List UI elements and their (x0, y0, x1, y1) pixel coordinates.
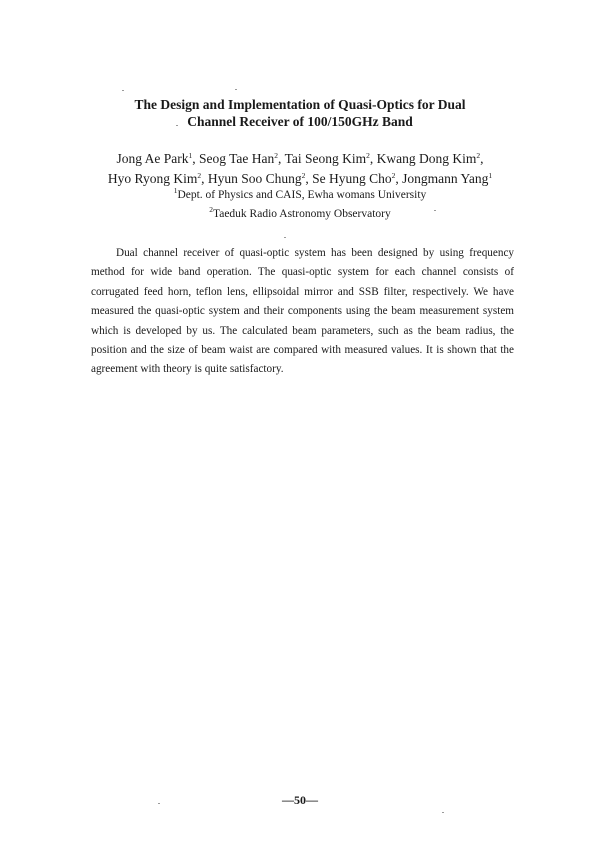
author-name: Seog Tae Han (199, 151, 275, 166)
author-affiliation-mark: 2 (197, 171, 202, 180)
affiliation-1 (0, 188, 600, 202)
author-name: Se Hyung Cho (312, 171, 392, 186)
author-separator: , (305, 171, 313, 186)
title-line-2: Channel Receiver of 100/150GHz Band (187, 114, 413, 129)
author-separator: , (369, 151, 377, 166)
scan-speck (158, 803, 160, 804)
author-separator: , (201, 171, 208, 186)
scan-speck (122, 90, 124, 91)
author-affiliation-mark: 2 (391, 171, 396, 180)
scan-speck (235, 89, 237, 90)
author-name: Jongmann Yang (402, 171, 489, 186)
author-affiliation-mark: 2 (301, 171, 306, 180)
author-affiliation-mark: 2 (476, 151, 481, 160)
author-list (0, 149, 600, 189)
author-affiliation-mark: 1 (488, 171, 493, 180)
scan-speck (284, 237, 286, 238)
affiliation-2 (0, 207, 600, 221)
paper-title (0, 96, 600, 130)
scan-speck (176, 125, 178, 126)
affiliation-mark: 1 (173, 186, 178, 195)
author-line-1 (0, 149, 600, 169)
author-separator: , (395, 171, 403, 186)
scan-speck (442, 812, 444, 813)
affiliation-mark: 2 (209, 205, 213, 214)
author-name: Jong Ae Park (116, 151, 189, 166)
author-line-2 (0, 169, 600, 189)
author-affiliation-mark: 2 (274, 151, 279, 160)
affiliation-text: Taeduk Radio Astronomy Observatory (213, 208, 391, 220)
author-name: Kwang Dong Kim (376, 151, 477, 166)
author-name: Hyun Soo Chung (207, 171, 302, 186)
title-line-1: The Design and Implementation of Quasi-Optics for Dual (134, 97, 466, 112)
author-affiliation-mark: 1 (188, 151, 193, 160)
affiliation-text: Dept. of Physics and CAIS, Ewha womans University (177, 189, 427, 201)
author-name: Hyo Ryong Kim (107, 171, 198, 186)
page-number: —50— (282, 793, 318, 807)
author-separator: , (192, 151, 199, 166)
author-name: Tai Seong Kim (284, 151, 367, 166)
author-separator: , (278, 151, 285, 166)
author-separator: , (480, 151, 484, 166)
abstract-paragraph: Dual channel receiver of quasi-optic system has been designed by using frequency method for wide band operation. The quasi-optic system for each channel consists of corrugated feed horn, teflon lens, ellipsoidal mirror and SSB filter, respectively. We have measured the quasi-optic system and their components using the beam measurement system which is developed by us. The calculated beam parameters, such as the beam radius, the position and the size of beam waist are compared with measured values. It is shown that the agreement with theory is quite satisfactory. (91, 247, 514, 376)
scan-speck (434, 210, 436, 211)
author-affiliation-mark: 2 (366, 151, 370, 160)
